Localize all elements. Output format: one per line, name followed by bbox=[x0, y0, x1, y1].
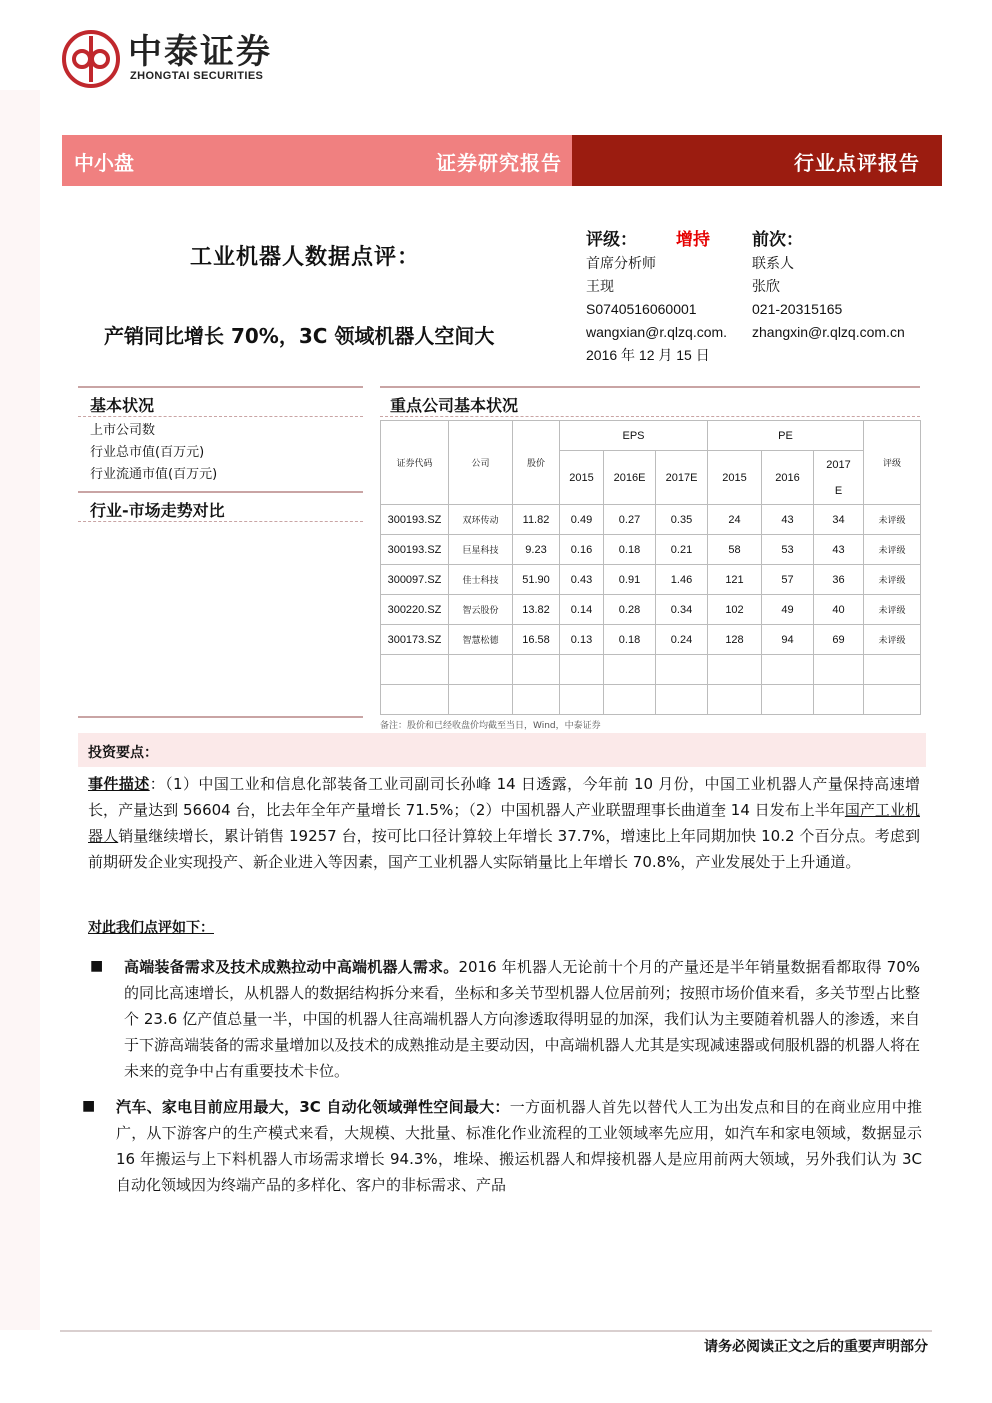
cell-pe: 43 bbox=[762, 505, 814, 535]
cell-eps: 0.91 bbox=[604, 565, 656, 595]
header-pe-year-suffix: E bbox=[834, 484, 843, 497]
cell-price: 51.90 bbox=[513, 565, 560, 595]
cell-pe: 102 bbox=[708, 595, 762, 625]
header-pe-year: 2016 bbox=[762, 451, 814, 505]
cell-eps: 0.35 bbox=[656, 505, 708, 535]
trend-bottom-rule bbox=[78, 716, 363, 718]
header-pe-year-2017 bbox=[814, 451, 864, 505]
table-row bbox=[381, 535, 921, 565]
analyst-cert: S0740516060001 bbox=[586, 301, 697, 317]
cell-name: 智慧松德 bbox=[449, 625, 513, 655]
header-price: 股价 bbox=[513, 421, 560, 505]
logo-name-en: ZHONGTAI SECURITIES bbox=[130, 70, 264, 82]
cell-pe: 69 bbox=[814, 625, 864, 655]
cell-code: 300173.SZ bbox=[381, 625, 449, 655]
report-banner bbox=[62, 135, 942, 186]
header-eps-year: 2017E bbox=[656, 451, 708, 505]
trend-divider bbox=[78, 521, 363, 522]
comment-heading: 对此我们点评如下： bbox=[88, 920, 214, 936]
basic-item: 行业总市值(百万元) bbox=[90, 445, 205, 460]
trend-top-rule bbox=[78, 491, 363, 493]
cell-rating: 未评级 bbox=[864, 625, 921, 655]
cell-code: 300220.SZ bbox=[381, 595, 449, 625]
analyst-role: 首席分析师 bbox=[586, 255, 656, 271]
companies-top-rule bbox=[380, 386, 920, 388]
event-link[interactable]: 国产工业机器人 bbox=[88, 801, 920, 845]
basic-heading: 基本状况 bbox=[90, 396, 155, 415]
invest-label: 投资要点： bbox=[88, 745, 158, 761]
cell-pe: 121 bbox=[708, 565, 762, 595]
cell-price: 11.82 bbox=[513, 505, 560, 535]
footer-rule bbox=[60, 1330, 932, 1332]
logo-name-cn: 中泰证券 bbox=[128, 32, 272, 72]
header-eps-year: 2016E bbox=[604, 451, 656, 505]
header-company: 公司 bbox=[449, 421, 513, 505]
event-label: 事件描述 bbox=[88, 775, 150, 793]
cell-name: 佳士科技 bbox=[449, 565, 513, 595]
cell-eps: 0.49 bbox=[560, 505, 604, 535]
header-eps-year: 2015 bbox=[560, 451, 604, 505]
cell-eps: 0.43 bbox=[560, 565, 604, 595]
contact-phone: 021-20315165 bbox=[752, 301, 843, 317]
report-date: 2016 年 12 月 15 日 bbox=[586, 347, 710, 363]
header-pe-year: 2017 bbox=[826, 458, 851, 471]
cell-rating: 未评级 bbox=[864, 565, 921, 595]
cell-pe: 43 bbox=[814, 535, 864, 565]
report-subtitle: 产销同比增长 70%，3C 领域机器人空间大 bbox=[104, 324, 495, 348]
cell-eps: 0.18 bbox=[604, 625, 656, 655]
bullet-lead: 汽车、家电目前应用最大，3C 自动化领域弹性空间最大： bbox=[116, 1098, 510, 1116]
event-text-1: ：（1）中国工业和信息化部装备工业司副司长孙峰 14 日透露，今年前 10 月份，中国工业机器人产量保持高速增长，产量达到 56604 台，比去年全年产量增长 71.5%；（2）中国机器人产业联盟理事长曲道奎 14 日发布上半年 bbox=[88, 775, 920, 819]
cell-eps: 0.16 bbox=[560, 535, 604, 565]
cell-eps: 0.28 bbox=[604, 595, 656, 625]
previous-rating-label: 前次： bbox=[752, 230, 803, 250]
table-row-empty bbox=[381, 685, 921, 715]
banner-sector: 中小盘 bbox=[74, 151, 134, 175]
cell-code: 300097.SZ bbox=[381, 565, 449, 595]
contact-role: 联系人 bbox=[752, 255, 794, 271]
header-rating: 评级 bbox=[864, 421, 921, 505]
analyst-name: 王现 bbox=[586, 278, 614, 294]
basic-item: 上市公司数 bbox=[90, 423, 156, 438]
analyst-email[interactable]: wangxian@r.qlzq.com. bbox=[586, 324, 728, 340]
cell-pe: 36 bbox=[814, 565, 864, 595]
cell-rating: 未评级 bbox=[864, 595, 921, 625]
table-caption: 备注：股价和已经收盘价均截至当日，Wind，中泰证券 bbox=[380, 721, 601, 731]
banner-left bbox=[62, 135, 572, 186]
contact-name: 张欣 bbox=[752, 278, 780, 294]
cell-code: 300193.SZ bbox=[381, 505, 449, 535]
cell-price: 16.58 bbox=[513, 625, 560, 655]
company-logo-icon bbox=[62, 30, 120, 88]
bullet-square-icon: ■ bbox=[90, 958, 104, 974]
cell-eps: 0.34 bbox=[656, 595, 708, 625]
cell-name: 智云股份 bbox=[449, 595, 513, 625]
event-paragraph bbox=[88, 771, 920, 875]
event-text-2: 销量继续增长，累计销售 19257 台，按可比口径计算较上年增长 37.7%，增速比上年同期加快 10.2 个百分点。考虑到前期研发企业实现投产、新企业进入等因素，国产工业机器人实际销量比上年增长 70.8%，产业发展处于上升通道。 bbox=[88, 827, 920, 871]
table-row-empty bbox=[381, 655, 921, 685]
basic-item: 行业流通市值(百万元) bbox=[90, 467, 218, 482]
cell-pe: 40 bbox=[814, 595, 864, 625]
side-strip bbox=[0, 90, 40, 1330]
report-title: 工业机器人数据点评： bbox=[190, 245, 421, 270]
cell-pe: 49 bbox=[762, 595, 814, 625]
cell-price: 9.23 bbox=[513, 535, 560, 565]
table-row bbox=[381, 625, 921, 655]
cell-eps: 0.27 bbox=[604, 505, 656, 535]
contact-email[interactable]: zhangxin@r.qlzq.com.cn bbox=[752, 324, 905, 340]
cell-pe: 57 bbox=[762, 565, 814, 595]
companies-table bbox=[380, 420, 921, 715]
header-code: 证券代码 bbox=[381, 421, 449, 505]
cell-eps: 0.21 bbox=[656, 535, 708, 565]
cell-eps: 0.18 bbox=[604, 535, 656, 565]
basic-top-rule bbox=[78, 386, 363, 388]
bullet-text: 一方面机器人首先以替代人工为出发点和目的在商业应用中推广，从下游客户的生产模式来看，大规模、大批量、标准化作业流程的工业领域率先应用，如汽车和家电领域，数据显示 16 年搬运与上下料机器人市场需求增长 94.3%，堆垛、搬运机器人和焊接机器人是应用前两大领域，另外我们认为 3C 自动化领域因为终端产品的多样化、客户的非标需求、产品 bbox=[116, 1098, 922, 1194]
header-pe-year: 2015 bbox=[708, 451, 762, 505]
header-pe: PE bbox=[708, 421, 864, 451]
cell-eps: 1.46 bbox=[656, 565, 708, 595]
banner-doc-type: 证券研究报告 bbox=[436, 151, 562, 175]
cell-rating: 未评级 bbox=[864, 535, 921, 565]
banner-right bbox=[572, 135, 942, 186]
rating-value: 增持 bbox=[676, 230, 710, 250]
cell-pe: 24 bbox=[708, 505, 762, 535]
invest-header-bar bbox=[78, 733, 926, 767]
cell-name: 双环传动 bbox=[449, 505, 513, 535]
cell-pe: 94 bbox=[762, 625, 814, 655]
cell-code: 300193.SZ bbox=[381, 535, 449, 565]
cell-pe: 58 bbox=[708, 535, 762, 565]
companies-divider bbox=[380, 416, 920, 417]
cell-pe: 53 bbox=[762, 535, 814, 565]
bullet-paragraph bbox=[124, 954, 920, 1084]
cell-rating: 未评级 bbox=[864, 505, 921, 535]
footer-notice: 请务必阅读正文之后的重要声明部分 bbox=[704, 1339, 928, 1355]
cell-pe: 128 bbox=[708, 625, 762, 655]
basic-divider bbox=[78, 416, 363, 417]
cell-eps: 0.24 bbox=[656, 625, 708, 655]
header-eps: EPS bbox=[560, 421, 708, 451]
trend-heading: 行业-市场走势对比 bbox=[90, 501, 225, 520]
companies-heading: 重点公司基本状况 bbox=[390, 396, 519, 415]
cell-name: 巨星科技 bbox=[449, 535, 513, 565]
bullet-square-icon: ■ bbox=[82, 1098, 96, 1114]
banner-report-type: 行业点评报告 bbox=[794, 151, 920, 175]
bullet-lead: 高端装备需求及技术成熟拉动中高端机器人需求。 bbox=[124, 958, 459, 976]
bullet-paragraph bbox=[116, 1094, 922, 1198]
cell-pe: 34 bbox=[814, 505, 864, 535]
bullet-text: 2016 年机器人无论前十个月的产量还是半年销量数据看都取得 70%的同比高速增长，从机器人的数据结构拆分来看，坐标和多关节型机器人位居前列；按照市场价值来看，多关节型占比整个 23.6 亿产值总量一半，中国的机器人往高端机器人方向渗透取得明显的加深，我们认为主要随着机器人的渗透，来自于下游高端装备的需求量增加以及技术的成熟推动是主要动因，中高端机器人尤其是实现减速器或伺服机器的机器人将在未来的竞争中占有重要技术卡位。 bbox=[124, 958, 920, 1080]
table-row bbox=[381, 595, 921, 625]
rating-label: 评级： bbox=[586, 230, 637, 250]
table-row bbox=[381, 565, 921, 595]
cell-eps: 0.13 bbox=[560, 625, 604, 655]
table-row bbox=[381, 505, 921, 535]
cell-price: 13.82 bbox=[513, 595, 560, 625]
cell-eps: 0.14 bbox=[560, 595, 604, 625]
